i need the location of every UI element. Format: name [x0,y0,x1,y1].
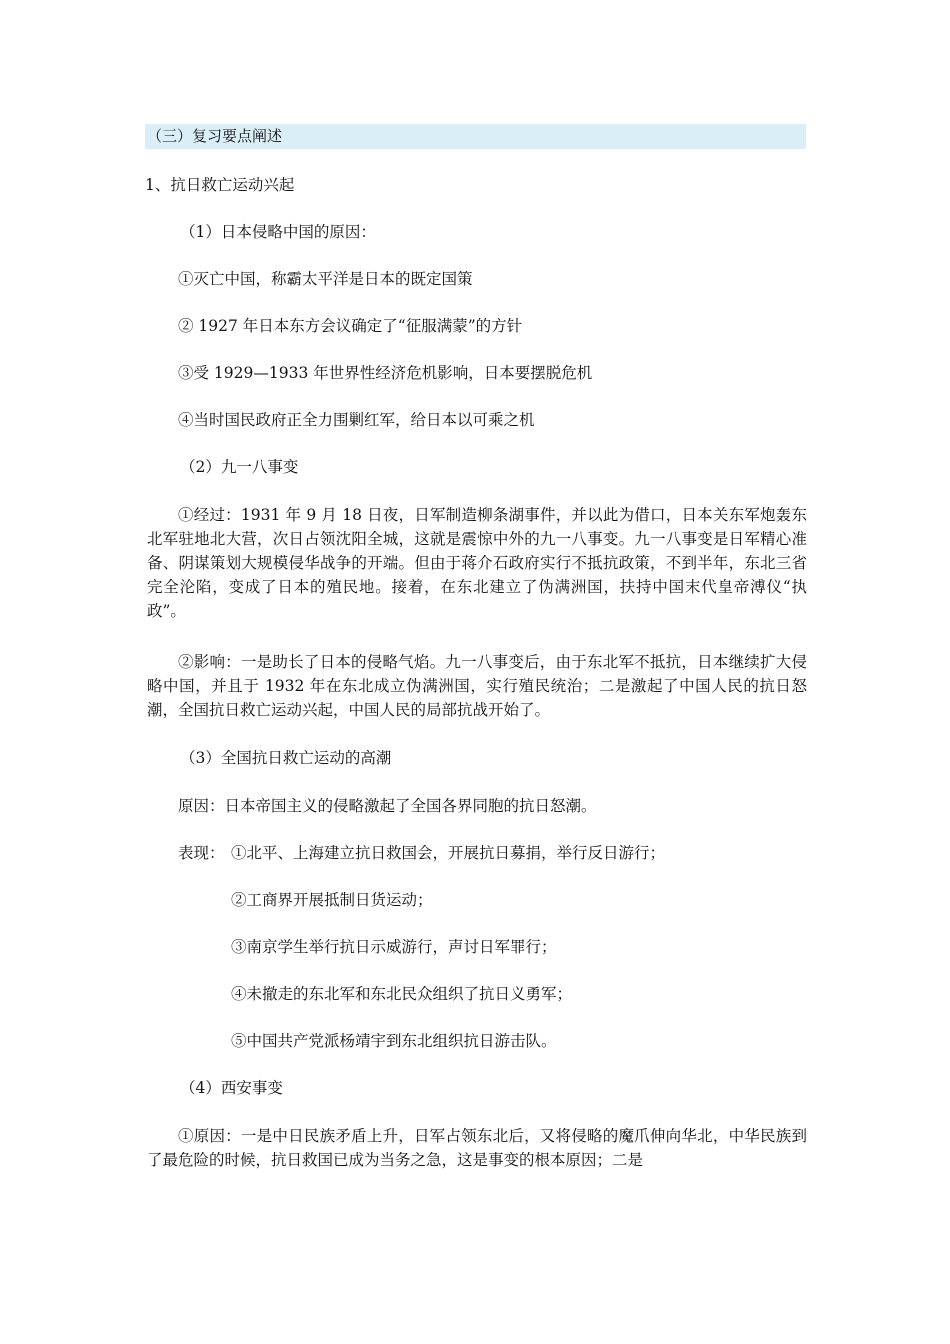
manifest-item: ②工商界开展抵制日货运动； [231,891,433,909]
manifest-label: 表现： [178,844,225,862]
paragraph-xian-cause: ①原因：一是中日民族矛盾上升，日军占领东北后，又将侵略的魔爪伸向华北，中华民族到了最危险的时候，抗日救国已成为当务之急，这是事变的根本原因；二是 [147,1127,807,1169]
paragraph-impact: ②影响：一是助长了日本的侵略气焰。九一八事变后，由于东北军不抵抗，日本继续扩大侵略中国，并且于 1932 年在东北成立伪满洲国，实行殖民统治；二是激起了中国人民的抗日怒潮，全国抗日救亡运动兴起，中国人民的局部抗战开始了。 [147,653,807,719]
heading-1: 1、抗日救亡运动兴起 [145,176,295,194]
subheading-climax: （3）全国抗日救亡运动的高潮 [180,749,392,767]
manifest-item: ①北平、上海建立抗日救国会，开展抗日募捐，举行反日游行； [231,844,666,862]
section-header: （三）复习要点阐述 [145,124,806,149]
subheading-reasons: （1）日本侵略中国的原因： [180,223,376,241]
manifest-item: ③南京学生举行抗日示威游行，声讨日军罪行； [231,938,557,956]
cause-line: 原因：日本帝国主义的侵略激起了全国各界同胞的抗日怒潮。 [178,797,597,815]
manifest-item: ④未撤走的东北军和东北民众组织了抗日义勇军； [231,985,573,1003]
reason-item: ①灭亡中国，称霸太平洋是日本的既定国策 [178,270,473,288]
subheading-918: （2）九一八事变 [180,458,299,476]
reason-item: ③受 1929—1933 年世界性经济危机影响，日本要摆脱危机 [178,364,593,382]
manifest-item: ⑤中国共产党派杨靖宇到东北组织抗日游击队。 [231,1032,557,1050]
reason-item: ④当时国民政府正全力围剿红军，给日本以可乘之机 [178,411,535,429]
subheading-xian: （4）西安事变 [180,1079,283,1097]
reason-item: ② 1927 年日本东方会议确定了“征服满蒙”的方针 [178,317,523,335]
paragraph-process: ①经过：1931 年 9 月 18 日夜，日军制造柳条湖事件，并以此为借口，日本关东军炮轰东北军驻地北大营，次日占领沈阳全城，这就是震惊中外的九一八事变。九一八事变是日军精心准备、阴谋策划大规模侵华战争的开端。但由于蒋介石政府实行不抵抗政策，不到半年，东北三省完全沦陷，变成了日本的殖民地。接着，在东北建立了伪满洲国，扶持中国末代皇帝溥仪“执政”。 [147,506,807,620]
